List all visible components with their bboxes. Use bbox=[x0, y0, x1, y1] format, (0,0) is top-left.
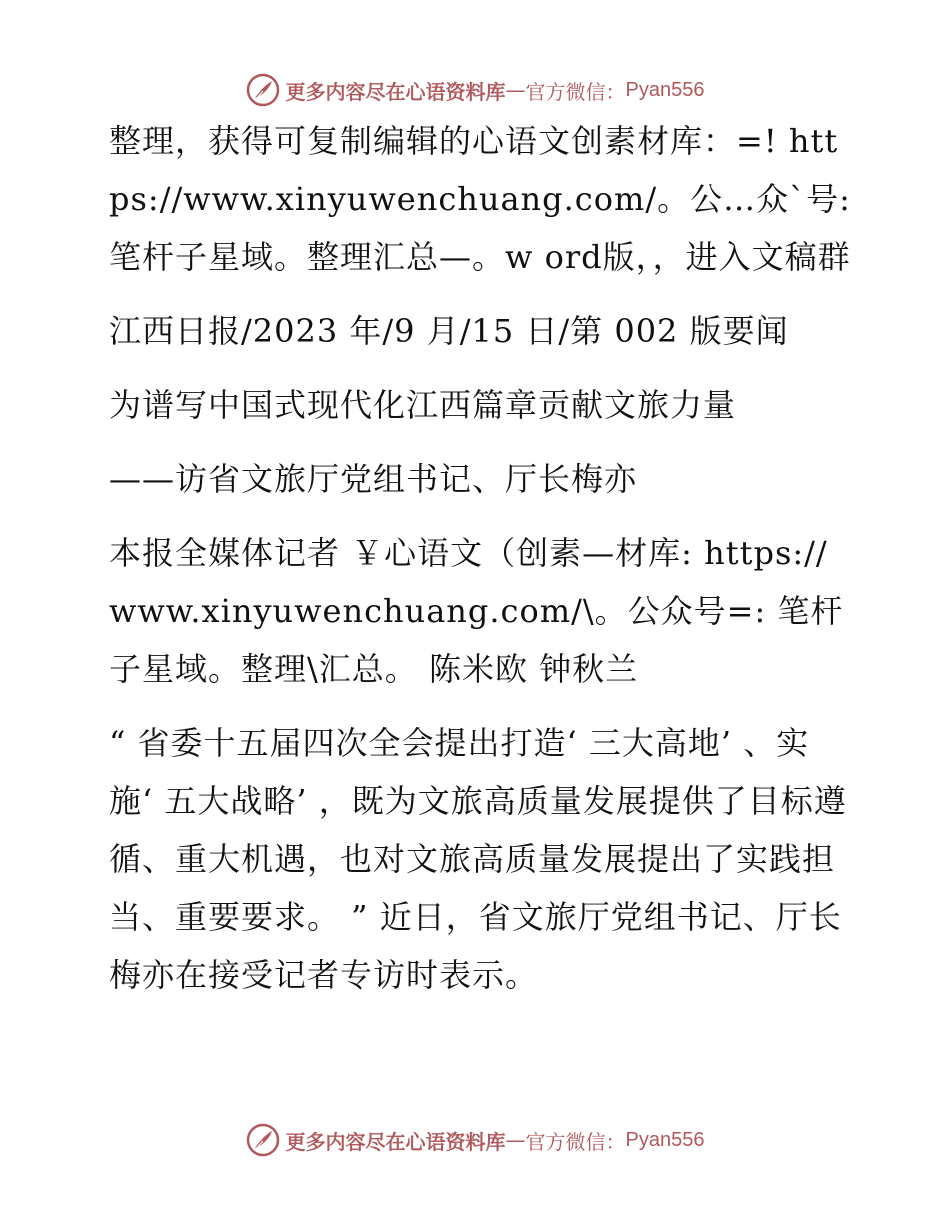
banner-title: 更多内容尽在心语资料库 bbox=[285, 79, 506, 104]
article-subtitle: ——访省文旅厅党组书记、厅长梅亦 bbox=[109, 460, 638, 498]
source-line: 江西日报/2023 年/9 月/15 日/第 002 版要闻 bbox=[109, 312, 789, 350]
banner-wechat-id: Pyan556 bbox=[625, 78, 705, 101]
banner-wechat-id: Pyan556 bbox=[625, 1128, 705, 1151]
banner-separator: — bbox=[505, 1128, 526, 1152]
banner-separator: — bbox=[505, 78, 526, 102]
article-title: 为谱写中国式现代化江西篇章贡献文旅力量 bbox=[109, 386, 737, 424]
banner-title: 更多内容尽在心语资料库 bbox=[285, 1129, 506, 1154]
body-paragraph: “ 省委十五届四次全会提出打造‘ 三大高地’ 、实施‘ 五大战略’ ，既为文旅高质量发展提供了目标遵循、重大机遇，也对文旅高质量发展提出了实践担当、重要要求。 ” 近日，省文旅厅党组书记、厅长梅亦在接受记者专访时表示。 bbox=[109, 724, 847, 994]
banner-wechat-label: 官方微信： bbox=[525, 79, 626, 104]
feather-quill-icon bbox=[246, 1123, 280, 1157]
banner-wechat-label: 官方微信： bbox=[525, 1129, 626, 1154]
intro-paragraph: 整理，获得可复制编辑的心语文创素材库：=! https://www.xinyuwenchuang.com/。公…众`号: 笔杆子星域。整理汇总—。w ord版，，进入文稿群 bbox=[109, 122, 851, 276]
footer-banner bbox=[0, 1120, 950, 1160]
feather-quill-icon bbox=[246, 73, 280, 107]
header-banner bbox=[0, 70, 950, 110]
document-body bbox=[97, 112, 852, 1020]
byline-paragraph: 本报全媒体记者 ￥心语文（创素—材库: https://www.xinyuwenchuang.com/\。公众号=: 笔杆子星域。整理\汇总。 陈米欧 钟秋兰 bbox=[109, 534, 844, 688]
